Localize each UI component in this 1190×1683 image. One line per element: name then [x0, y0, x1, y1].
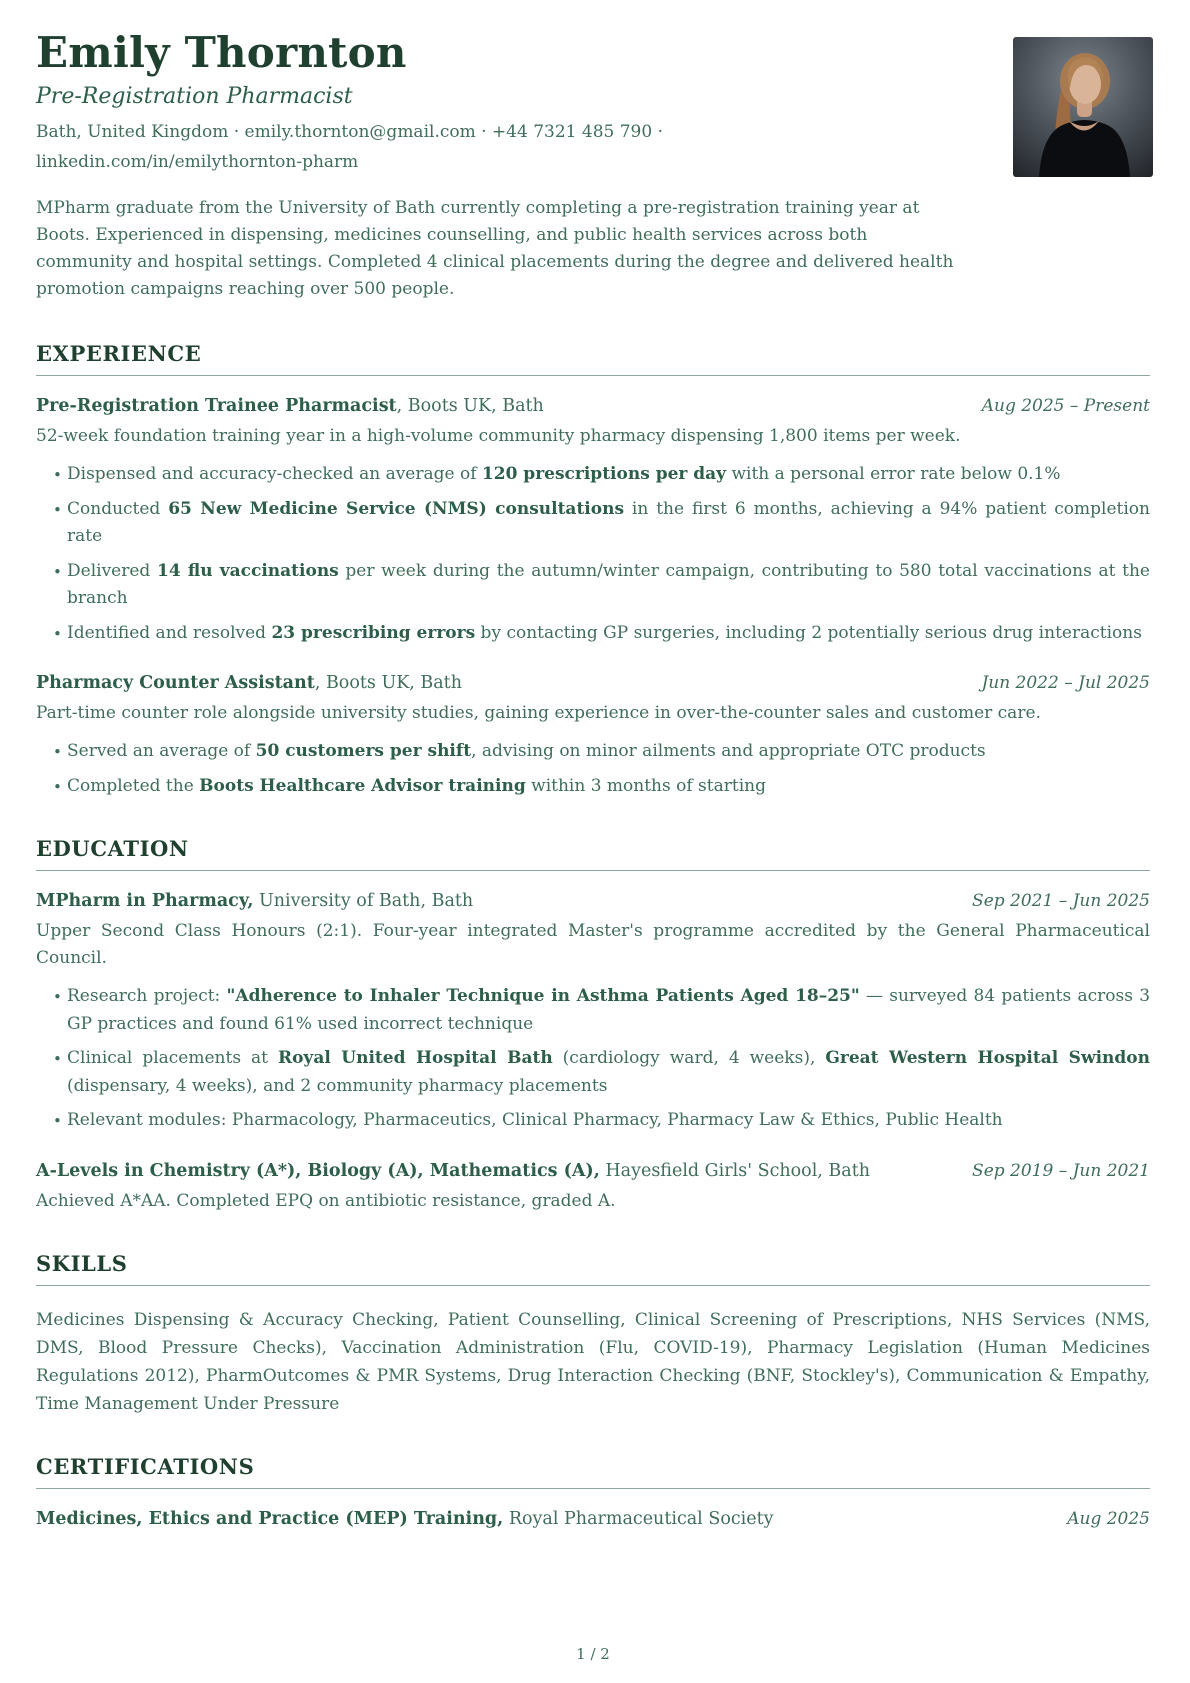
bullet-bold-text: "Adherence to Inhaler Technique in Asthma Patients Aged 18–25" — [226, 986, 860, 1007]
bullet-text: Completed the — [67, 775, 200, 796]
entry-title — [36, 1161, 870, 1181]
entry-title-detail: University of Bath, Bath — [253, 891, 474, 912]
entry-title-bold: MPharm in Pharmacy, — [36, 891, 254, 912]
bullet-text: Research project: — [67, 986, 227, 1007]
entry-header — [36, 396, 1150, 416]
bullet-bold-text: Great Western Hospital Swindon — [825, 1048, 1150, 1069]
summary-text: MPharm graduate from the University of Bath currently completing a pre-registration training year at Boots. Experienced in dispensing, medicines counselling, and public health services across both community and hospital settings. Completed 4 clinical placements during the degree and delivered health promotion campaigns reaching over 500 people. — [36, 198, 954, 300]
entry-title-bold: A-Levels in Chemistry (A*), Biology (A), Mathematics (A), — [36, 1160, 600, 1181]
entry-bullet-list — [36, 738, 1150, 800]
bullet-text: Identified and resolved — [67, 622, 272, 643]
entry-title-detail: , Boots UK, Bath — [314, 673, 462, 694]
bullet-text: in the first 6 months, achieving a 94% patient completion rate — [67, 498, 1150, 547]
bullet-item — [36, 1107, 1150, 1135]
bullet-text: per week during the autumn/winter campaign, contributing to 580 total vaccinations at the branch — [67, 560, 1150, 609]
bullet-text: Clinical placements at — [67, 1048, 278, 1069]
bullet-bold-text: 120 prescriptions per day — [481, 464, 727, 485]
entry-description: Upper Second Class Honours (2:1). Four-year integrated Master's programme accredited by the General Pharmaceutical Council. — [36, 921, 1150, 969]
contact-line-1: Bath, United Kingdom · emily.thornton@gmail.com · +44 7321 485 790 · — [36, 122, 663, 143]
section-skills — [36, 1251, 1150, 1418]
entry-description: Part-time counter role alongside university studies, gaining experience in over-the-counter sales and customer care. — [36, 703, 1041, 724]
bullet-item — [36, 558, 1150, 613]
person-name: Emily Thornton — [36, 28, 407, 77]
bullet-text: by contacting GP surgeries, including 2 potentially serious drug interactions — [475, 622, 1142, 643]
entry — [36, 891, 1150, 1135]
bullet-text: , advising on minor ailments and appropriate OTC products — [471, 741, 986, 762]
entry-title-detail: , Boots UK, Bath — [396, 396, 544, 417]
entry-title-bold: Pharmacy Counter Assistant — [36, 673, 315, 694]
contact-info — [36, 117, 1150, 177]
entry-title-bold: Medicines, Ethics and Practice (MEP) Training, — [36, 1508, 504, 1529]
skills-text: Medicines Dispensing & Accuracy Checking, Patient Counselling, Clinical Screening of Prescriptions, NHS Services (NMS, DMS, Blood Pressure Checks), Vaccination Administration (Flu, COVID-19), Pharmacy Legislation (Human Medicines Regulations 2012), PharmOutcomes & PMR Systems, Drug Interaction Checking (BNF, Stockley's), Communication & Empathy, Time Management Under Pressure — [36, 1309, 1150, 1414]
entry-title — [36, 1509, 774, 1529]
bullet-item — [36, 773, 1150, 801]
bullet-text: with a personal error rate below 0.1% — [726, 464, 1061, 485]
contact-line-2: linkedin.com/in/emilythornton-pharm — [36, 152, 359, 173]
entry-date-range: Sep 2019 – Jun 2021 — [972, 1160, 1150, 1181]
person-job-title: Pre-Registration Pharmacist — [36, 84, 353, 110]
profile-photo — [1013, 37, 1153, 177]
bullet-item — [36, 1045, 1150, 1100]
entry-title — [36, 891, 473, 911]
entry-description: 52-week foundation training year in a high-volume community pharmacy dispensing 1,800 items per week. — [36, 426, 961, 447]
entry — [36, 673, 1150, 800]
entry — [36, 1509, 1150, 1529]
entry-description: Achieved A*AA. Completed EPQ on antibiotic resistance, graded A. — [36, 1190, 616, 1211]
section-heading-certifications: CERTIFICATIONS — [36, 1453, 255, 1479]
entry-header — [36, 1509, 1150, 1529]
entry-title-bold: Pre-Registration Trainee Pharmacist — [36, 396, 397, 417]
entry — [36, 396, 1150, 647]
bullet-bold-text: 65 New Medicine Service (NMS) consultations — [168, 498, 625, 519]
entry-title — [36, 673, 462, 693]
bullet-text: Relevant modules: Pharmacology, Pharmaceutics, Clinical Pharmacy, Pharmacy Law & Ethics, Public Health — [67, 1110, 1003, 1131]
section-experience — [36, 341, 1150, 800]
bullet-item — [36, 738, 1150, 766]
entry-header — [36, 673, 1150, 693]
bullet-text: Served an average of — [67, 741, 256, 762]
entry-date-range: Aug 2025 – Present — [981, 396, 1150, 417]
entry-bullet-list — [36, 461, 1150, 647]
bullet-text: Conducted — [67, 498, 169, 519]
entry-header — [36, 1161, 1150, 1181]
bullet-text: Delivered — [67, 560, 157, 581]
section-heading-skills: SKILLS — [36, 1250, 128, 1276]
section-heading-experience: EXPERIENCE — [36, 341, 202, 367]
entry-title-detail: Royal Pharmaceutical Society — [503, 1508, 774, 1529]
section-divider — [36, 1488, 1150, 1489]
bullet-text: within 3 months of starting — [525, 775, 766, 796]
section-divider — [36, 870, 1150, 871]
entry-bullet-list — [36, 983, 1150, 1135]
bullet-text: — surveyed 84 patients across 3 GP practices and found 61% used incorrect technique — [67, 986, 1151, 1034]
section-heading-education: EDUCATION — [36, 836, 189, 862]
bullet-text: (cardiology ward, 4 weeks), — [552, 1048, 826, 1069]
bullet-item — [36, 461, 1150, 489]
bullet-bold-text: 23 prescribing errors — [271, 622, 476, 643]
bullet-text: Dispensed and accuracy-checked an average of — [67, 464, 482, 485]
entry-date-range: Jun 2022 – Jul 2025 — [981, 673, 1150, 694]
bullet-bold-text: 14 flu vaccinations — [156, 560, 339, 581]
section-education — [36, 836, 1150, 1215]
entry-date-range: Aug 2025 — [1067, 1508, 1150, 1529]
section-divider — [36, 1285, 1150, 1286]
section-divider — [36, 375, 1150, 376]
entry-date-range: Sep 2021 – Jun 2025 — [972, 891, 1150, 912]
entry-header — [36, 891, 1150, 911]
entry-title-detail: Hayesfield Girls' School, Bath — [599, 1160, 871, 1181]
bullet-bold-text: Royal United Hospital Bath — [277, 1048, 553, 1069]
bullet-bold-text: Boots Healthcare Advisor training — [199, 775, 526, 796]
bullet-item — [36, 983, 1150, 1038]
resume-sections — [36, 341, 1150, 1529]
entry-title — [36, 396, 544, 416]
page-number: 1 / 2 — [576, 1645, 610, 1663]
section-certifications — [36, 1454, 1150, 1529]
bullet-text: (dispensary, 4 weeks), and 2 community pharmacy placements — [67, 1075, 608, 1096]
resume-header — [36, 30, 1150, 177]
bullet-item — [36, 620, 1150, 648]
entry — [36, 1161, 1150, 1215]
bullet-bold-text: 50 customers per shift — [255, 741, 472, 762]
bullet-item — [36, 496, 1150, 551]
portrait-photo-image — [1013, 37, 1153, 177]
